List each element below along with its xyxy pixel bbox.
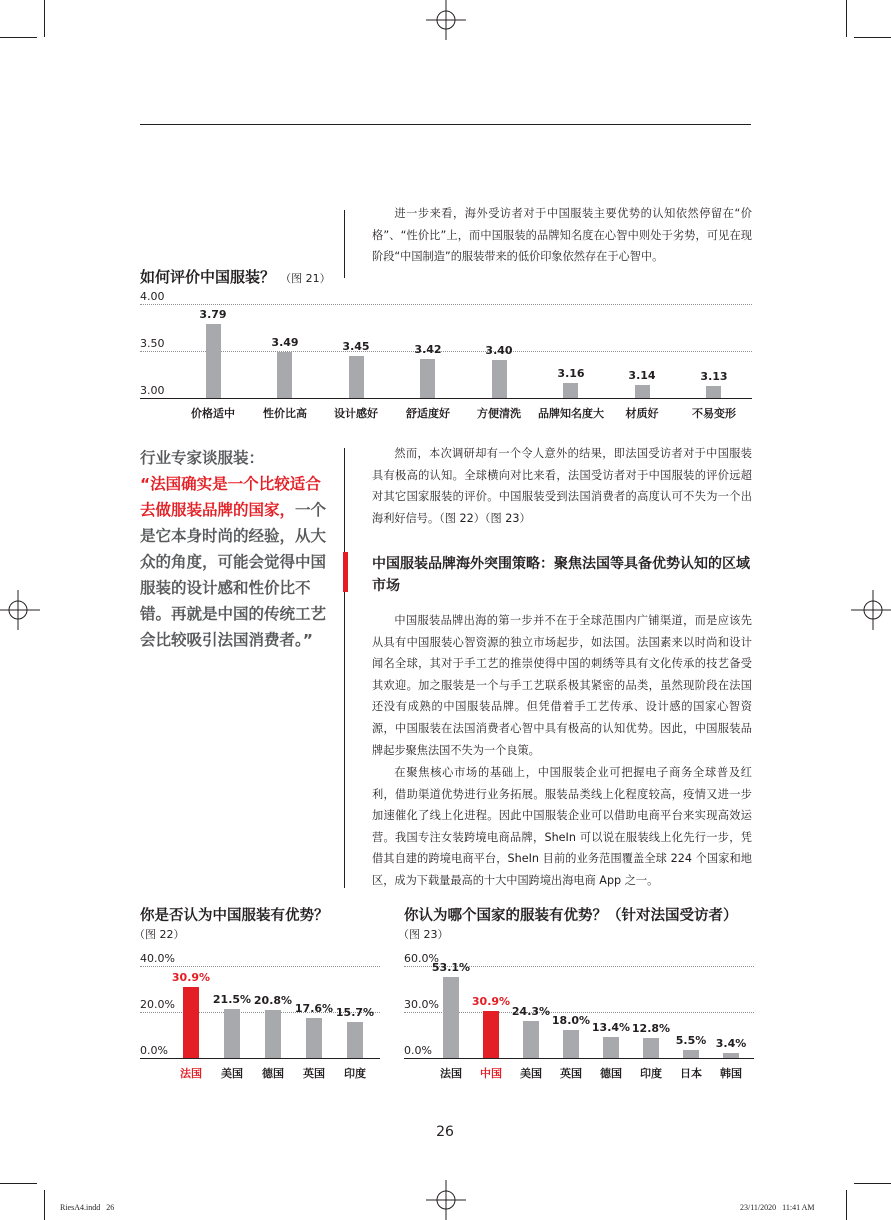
y-tick-label: 0.0%	[140, 1044, 168, 1057]
bar-4	[306, 1018, 322, 1058]
bar-3	[349, 356, 364, 398]
category-label: 法国	[440, 1067, 462, 1080]
registration-mark-left-icon	[0, 590, 40, 630]
paragraph-4: 在聚焦核心市场的基础上，中国服装企业可把握电子商务全球普及红利，借助渠道优势进行业务拓展。服装品类线上化程度较高，疫情又进一步加速催化了线上化进程。因此中国服装企业可以借助电商平台来实现高效运营。我国专注女装跨境电商品牌，SheIn 可以说在服装线上化先行一步，凭借其自建的跨境电商平台，SheIn 目前的业务范围覆盖全球 224 个国家和地区，成为下载量最高的十大中国跨境出海电商 App 之一。	[372, 766, 752, 887]
chart21	[140, 288, 752, 423]
bar-value-label: 3.42	[414, 343, 442, 356]
bar-value-label: 30.9%	[171, 971, 211, 984]
y-tick-label: 3.00	[140, 384, 165, 397]
category-label: 日本	[680, 1067, 702, 1080]
bar-value-label: 20.8%	[253, 994, 293, 1007]
column-rule-intro	[344, 210, 345, 278]
y-tick-label: 60.0%	[404, 952, 439, 965]
footer-slug-right: 23/11/2020 11:41 AM	[740, 1203, 815, 1212]
intro-paragraph: 进一步来看，海外受访者对于中国服装主要优势的认知依然停留在“价格”、“性价比”上，而中国服装的品牌知名度在心智中则处于劣势，可见在现阶段“中国制造”的服装带来的低价印象依然存在于心智中。	[372, 207, 752, 264]
bar-2	[224, 1009, 240, 1058]
bar-8	[723, 1053, 739, 1058]
chart-gridline	[140, 966, 380, 967]
category-label: 舒适度好	[406, 407, 450, 420]
bar-value-label: 13.4%	[591, 1021, 631, 1034]
bar-2	[277, 352, 292, 398]
category-label: 价格适中	[191, 407, 235, 420]
category-label: 美国	[520, 1067, 542, 1080]
chart-baseline	[404, 1058, 754, 1059]
category-label: 中国	[480, 1067, 502, 1080]
section-heading: 中国服装品牌海外突围策略：聚焦法国等具备优势认知的区域市场	[372, 556, 750, 594]
chart22-figure-ref: （图 22）	[134, 928, 185, 941]
bar-1	[443, 977, 459, 1058]
bar-value-label: 3.14	[628, 369, 656, 382]
category-label: 性价比高	[263, 407, 307, 420]
registration-mark-bottom-icon	[426, 1180, 466, 1220]
bar-3	[265, 1010, 281, 1058]
quote-heading: 行业专家谈服装：	[140, 449, 265, 467]
bar-7	[635, 385, 650, 398]
bar-1	[206, 324, 221, 398]
bar-1	[183, 987, 199, 1058]
y-tick-label: 3.50	[140, 337, 165, 350]
bar-value-label: 15.7%	[335, 1006, 375, 1019]
quote-red-text: “法国确实是一个比较适合去做服装品牌的国家，	[140, 475, 321, 519]
bar-value-label: 3.45	[342, 340, 370, 353]
bar-value-label: 12.8%	[631, 1022, 671, 1035]
y-tick-label: 40.0%	[140, 952, 175, 965]
bar-6	[643, 1038, 659, 1058]
bar-4	[563, 1030, 579, 1058]
category-label: 韩国	[720, 1067, 742, 1080]
header-rule	[140, 124, 751, 125]
bar-value-label: 30.9%	[471, 995, 511, 1008]
category-label: 英国	[303, 1067, 325, 1080]
chart-baseline	[140, 398, 752, 399]
bar-value-label: 3.16	[557, 367, 585, 380]
bar-7	[683, 1050, 699, 1058]
chart-baseline	[140, 1058, 380, 1059]
paragraph-3: 中国服装品牌出海的第一步并不在于全球范围内广铺渠道，而是应该先从具有中国服装心智资源的独立市场起步，如法国。法国素来以时尚和设计闻名全球，其对于手工艺的推崇使得中国的刺绣等具有文化传承的技艺备受其欢迎。加之服装是一个与手工艺联系极其紧密的品类，虽然现阶段在法国还没有成熟的中国服装品牌。但凭借着手工艺传承、设计感的国家心智资源，中国服装在法国消费者心智中具有极高的认知优势。因此，中国服装品牌起步聚焦法国不失为一个良策。	[372, 614, 752, 757]
column-rule-main	[344, 448, 345, 888]
registration-mark-top-icon	[426, 0, 466, 40]
footer-slug-left: RiesA4.indd 26	[60, 1203, 115, 1212]
bar-5	[347, 1022, 363, 1058]
bar-value-label: 21.5%	[212, 993, 252, 1006]
bar-value-label: 18.0%	[551, 1014, 591, 1027]
bar-value-label: 3.40	[485, 344, 513, 357]
bar-8	[706, 386, 721, 398]
y-tick-label: 4.00	[140, 290, 165, 303]
bar-value-label: 17.6%	[294, 1002, 334, 1015]
category-label: 英国	[560, 1067, 582, 1080]
bar-5	[603, 1037, 619, 1058]
category-label: 材质好	[625, 407, 659, 420]
chart23	[404, 952, 754, 1090]
bar-value-label: 3.13	[700, 370, 728, 383]
paragraph-2: 然而，本次调研却有一个令人意外的结果，即法国受访者对于中国服装具有极高的认知。全球横向对比来看，法国受访者对于中国服装的评价远超对其它国家服装的评价。中国服装受到法国消费者的高度认可不失为一个出海利好信号。（图 22）（图 23）	[372, 447, 752, 525]
bar-value-label: 53.1%	[431, 961, 471, 974]
bar-value-label: 3.79	[199, 308, 227, 321]
category-label: 德国	[262, 1067, 284, 1080]
chart21-figure-ref: （图 21）	[280, 272, 331, 285]
quote-gray-text: 一个是它本身时尚的经验，从大众的角度，可能会觉得中国服装的设计感和性价比不错。再就是中国的传统工艺会比较吸引法国消费者。”	[140, 501, 327, 649]
bar-4	[420, 359, 435, 398]
category-label: 印度	[344, 1067, 366, 1080]
expert-quote	[140, 445, 330, 653]
category-label: 美国	[221, 1067, 243, 1080]
chart-gridline	[140, 304, 752, 305]
category-label: 方便清洗	[477, 407, 521, 420]
category-label: 印度	[640, 1067, 662, 1080]
bar-value-label: 5.5%	[675, 1034, 707, 1047]
registration-mark-right-icon	[851, 590, 891, 630]
category-label: 德国	[600, 1067, 622, 1080]
bar-6	[563, 383, 578, 398]
chart23-title: 你认为哪个国家的服装有优势？（针对法国受访者）	[404, 908, 738, 924]
category-label: 设计感好	[334, 407, 378, 420]
bar-value-label: 3.4%	[715, 1037, 747, 1050]
y-tick-label: 20.0%	[140, 998, 175, 1011]
chart21-title: 如何评价中国服装？	[140, 268, 276, 286]
bar-value-label: 24.3%	[511, 1005, 551, 1018]
category-label: 不易变形	[692, 407, 736, 420]
chart21-title-row	[140, 266, 331, 287]
page-number: 26	[436, 1124, 454, 1140]
bar-3	[523, 1021, 539, 1058]
y-tick-label: 30.0%	[404, 998, 439, 1011]
category-label: 法国	[180, 1067, 202, 1080]
bar-value-label: 3.49	[271, 336, 299, 349]
chart22-title: 你是否认为中国服装有优势？	[140, 908, 329, 924]
chart22	[140, 952, 380, 1090]
bar-5	[492, 360, 507, 398]
category-label: 品牌知名度大	[538, 407, 604, 420]
section-accent-bar	[343, 552, 348, 592]
y-tick-label: 0.0%	[404, 1044, 432, 1057]
chart23-figure-ref: （图 23）	[398, 928, 449, 941]
bar-2	[483, 1011, 499, 1058]
